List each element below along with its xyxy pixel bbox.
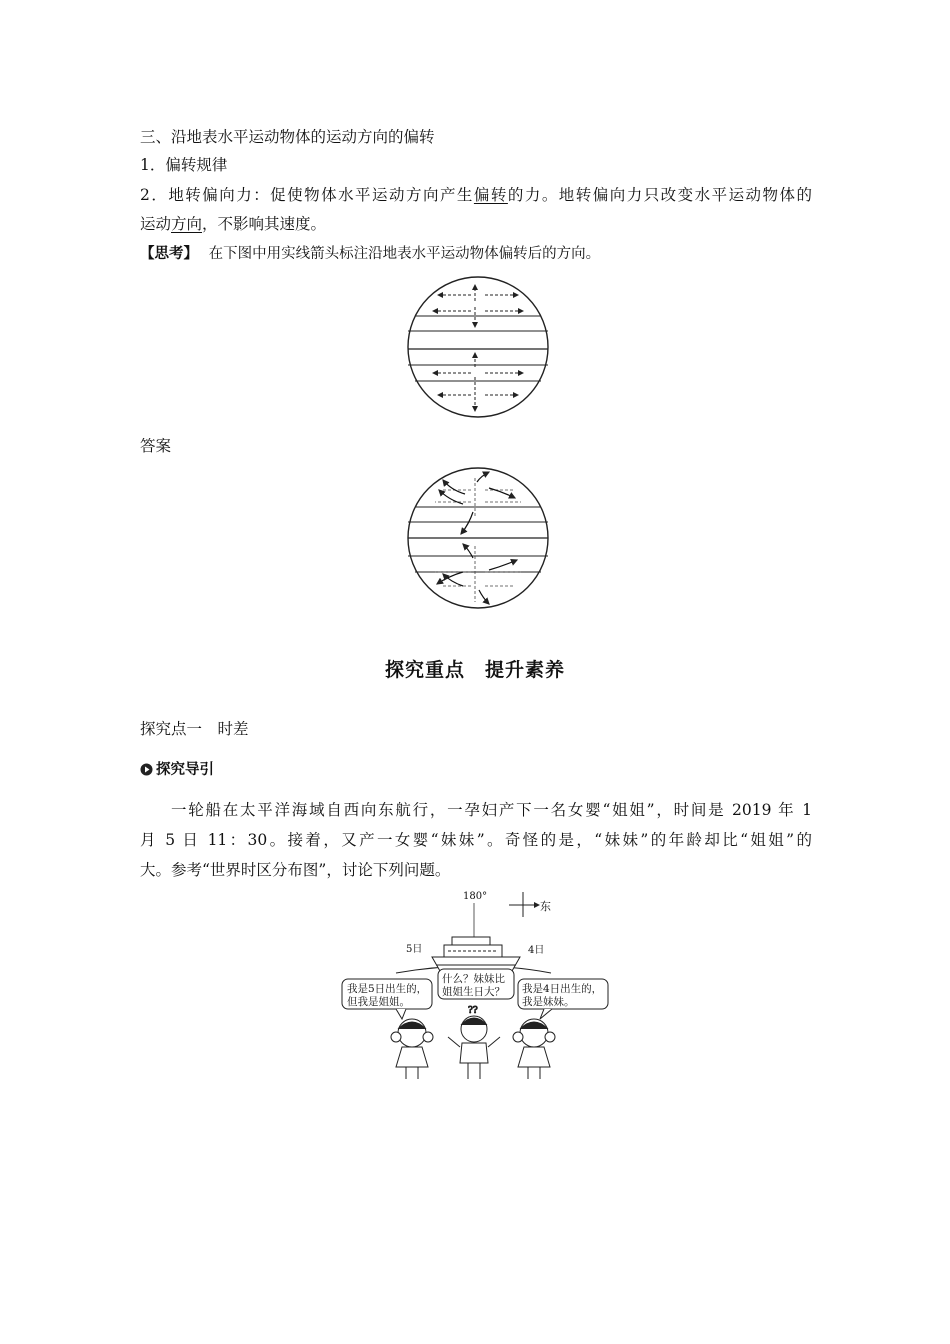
solid-arrow xyxy=(437,572,463,584)
speech-bubble-right xyxy=(518,979,608,1019)
globe-answer-figure xyxy=(403,468,553,608)
paragraph-line-2: 月 5 日 11：30。接着，又产一女婴“妹妹”。奇怪的是，“妹妹”的年龄却比“姐姐”的 xyxy=(140,831,812,849)
bubble-right-line-1: 我是4日出生的， xyxy=(522,983,603,995)
speech-bubble-middle xyxy=(438,969,514,999)
boy-middle-figure xyxy=(448,1006,500,1079)
girl-right-figure xyxy=(513,1019,555,1079)
meridian-label: 180° xyxy=(463,891,488,902)
globe-outline xyxy=(408,277,548,417)
east-compass xyxy=(509,892,540,917)
answer-label: 答案 xyxy=(140,437,172,455)
globe-question-figure xyxy=(403,277,553,417)
coriolis-text-2: 的力。地转偏向力只改变水平运动物体的 xyxy=(507,186,812,204)
solid-arrow xyxy=(443,480,465,494)
girl-left-figure xyxy=(391,1019,433,1079)
think-tag: 【思考】 xyxy=(140,246,198,262)
solid-arrow xyxy=(489,488,515,498)
bubble-mid-line-1: 什么？妹妹比 xyxy=(442,973,505,985)
guide-label: 探究导引 xyxy=(156,762,214,778)
coriolis-text-1: 2．地转偏向力：促使物体水平运动方向产生 xyxy=(140,186,474,204)
dateline-cartoon-illustration xyxy=(336,887,616,1083)
list-item-deflection-rule: 1．偏转规律 xyxy=(140,156,228,174)
right-day-label: 4日 xyxy=(528,945,545,956)
answer-blank-direction: 方向 xyxy=(171,215,203,233)
dashed-arrows-group xyxy=(433,285,523,411)
speech-bubble-left xyxy=(342,979,432,1019)
left-day-label: 5日 xyxy=(406,944,423,955)
paragraph-line-1: 一轮船在太平洋海域自西向东航行，一孕妇产下一名女婴“姐姐”，时间是 2019 年 1 xyxy=(171,801,812,819)
confused-marks: ?? xyxy=(468,1006,478,1016)
guide-heading xyxy=(140,759,812,781)
solid-arrow xyxy=(479,590,489,604)
think-text: 在下图中用实线箭头标注沿地表水平运动物体偏转后的方向。 xyxy=(208,246,601,262)
paragraph-line-3: 大。参考“世界时区分布图”，讨论下列问题。 xyxy=(140,861,451,879)
solid-arrow xyxy=(461,512,473,534)
east-label: 东 xyxy=(540,900,551,913)
bubble-left-line-1: 我是5日出生的， xyxy=(347,983,428,995)
solid-arrow xyxy=(489,560,517,570)
bubble-right-line-2: 我是妹妹。 xyxy=(522,996,575,1008)
ship-drawing xyxy=(432,937,520,971)
solid-arrow xyxy=(477,472,489,482)
list-item-coriolis-force xyxy=(140,184,812,206)
section-heading: 三、沿地表水平运动物体的运动方向的偏转 xyxy=(140,128,435,146)
answer-blank-deflection: 偏转 xyxy=(473,186,508,204)
play-circle-icon xyxy=(140,763,153,776)
coriolis-text-4: ，不影响其速度。 xyxy=(202,215,327,233)
coriolis-continued xyxy=(140,213,812,235)
coriolis-text-3: 运动 xyxy=(140,215,172,233)
explore-point-title: 探究点一 时差 xyxy=(140,720,249,738)
think-question xyxy=(140,243,812,265)
bubble-mid-line-2: 姐姐生日大？ xyxy=(442,986,505,998)
bubble-left-line-2: 但我是姐姐。 xyxy=(347,996,410,1008)
section-banner-title: 探究重点 提升素养 xyxy=(384,659,565,681)
